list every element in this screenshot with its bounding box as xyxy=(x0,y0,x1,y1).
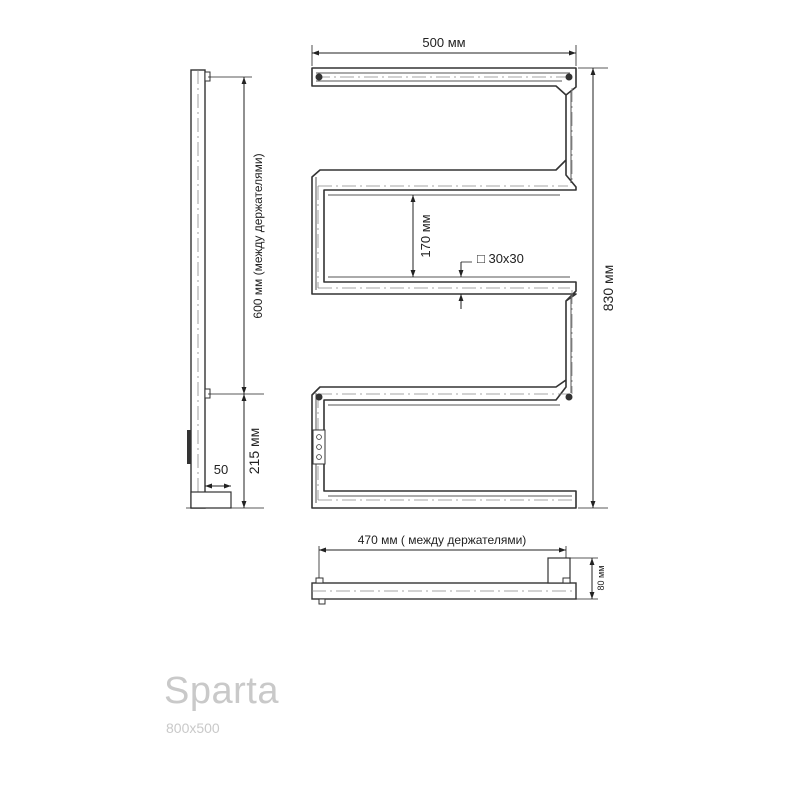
holder-bolt xyxy=(316,74,323,81)
side-holder-top xyxy=(205,72,210,81)
dimension-depth-side xyxy=(205,462,231,486)
dimension-gap xyxy=(413,195,433,277)
gap-label: 170 мм xyxy=(418,214,433,258)
holder-bolt xyxy=(316,394,323,401)
product-name: Sparta xyxy=(164,670,279,712)
product-size: 800х500 xyxy=(166,720,220,736)
bottom-holder-left xyxy=(316,578,323,583)
profile-label: □ 30х30 xyxy=(477,251,524,266)
bottom-view xyxy=(312,558,576,604)
holder-bolt xyxy=(566,74,573,81)
width-top-label: 500 мм xyxy=(422,35,466,50)
between-holders-horizontal-label: 470 мм ( между держателями) xyxy=(357,533,527,547)
depth-side-label: 50 xyxy=(213,462,229,477)
depth-bottom-label: 80 мм xyxy=(596,565,606,591)
side-switch xyxy=(187,430,191,464)
dimension-between-holders-horizontal xyxy=(319,533,566,578)
dimension-bottom-offset xyxy=(244,394,262,508)
side-foot xyxy=(191,492,231,508)
dimension-profile xyxy=(461,251,524,309)
dimension-between-holders-vertical xyxy=(208,77,265,394)
control-switch xyxy=(313,430,325,464)
between-holders-vertical-label: 600 мм (между держателями) xyxy=(251,153,265,319)
height-total-label: 830 мм xyxy=(600,264,616,312)
side-holder-bottom xyxy=(205,389,210,398)
dimension-width-top xyxy=(312,35,576,66)
dimension-height-total xyxy=(578,68,616,508)
holder-bolt xyxy=(566,394,573,401)
front-view xyxy=(312,68,576,508)
bottom-offset-label: 215 мм xyxy=(246,427,262,475)
